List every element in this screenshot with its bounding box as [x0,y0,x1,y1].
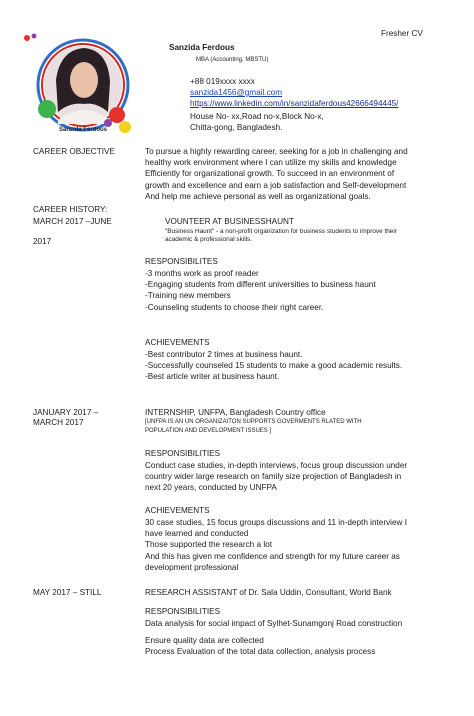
list-item: 30 case studies, 15 focus groups discussions and 11 in-depth interview I [145,518,407,527]
job2-date-line2: MARCH 2017 [33,418,84,427]
address-line-2: Chitta-gong, Bangladesh. [190,123,283,132]
list-item: Data analysis for social impact of Sylhet-Sunamgonj Road construction [145,619,403,628]
job2-date-line1: JANUARY 2017 – [33,408,99,417]
job2-resp-heading: RESPONSIBILITIES [145,449,221,458]
objective-line: And help me achieve personal as well as organizational goals. [145,191,371,201]
email-link[interactable]: sanzida1456@gmail.com [190,88,283,97]
list-item: -3 months work as proof reader [145,269,259,278]
list-item: -Engaging students from different universities to business haunt [145,280,376,290]
list-item: -Successfully counseled 15 students to make a good academic results. [145,361,403,371]
phone: +88 019xxxx xxxx [190,77,255,86]
job1-org-desc-1: "Business Haunt" - a non-profit organization for business students to improve their [165,228,397,235]
job2-achievements [145,517,407,573]
job3-title-rest: T of Dr. Sala Uddin, Consultant, World Bank [232,588,392,597]
degree: MBA (Accounting, MBSTU) [196,57,269,63]
doc-type: Fresher CV [381,29,423,38]
job3-title [145,587,392,598]
list-item: Those supported the research a lot [145,540,272,550]
job3-responsibilities [145,618,402,658]
list-item: development professional [145,562,239,572]
job1-date-line2: 2017 [33,237,52,246]
job3-date: MAY 2017 – STILL [33,588,102,597]
decor-dot-red-large [109,107,125,123]
list-item: country wider large research on family size projection of Bangladesh in [145,472,402,482]
job1-resp-heading: RESPONSIBILITES [145,257,218,266]
job1-achievements [145,349,402,383]
avatar-face [70,62,98,98]
list-item: Ensure quality data are collected [145,636,264,646]
job2-org-desc-1: [UNFPA IS AN UN ORGANIZAITON SUPPORTS GOVERMENTS RLATED WITH [145,419,362,425]
linkedin-link[interactable]: https://www.linkedin.com/in/sanzidaferdous42666494445/ [190,99,399,108]
job2-org-desc-2: POPULATION AND DEVELOPMENT ISSUES ] [145,428,272,434]
job2-title: INTERNSHIP, UNFPA, Bangladesh Country office [145,408,326,417]
career-objective-text [145,146,408,202]
job3-title-bold: RESEARCH ASSISTAN [145,588,233,597]
list-item: -Counseling students to choose their right career. [145,302,324,312]
list-item: next 20 years, conducted by UNFPA [145,483,277,493]
decor-dot-yellow [119,121,131,133]
job1-org-desc-2: academic & professional skills. [165,236,253,243]
objective-line: growth and excellence and earn a job satisfaction and Self-development [145,180,407,190]
job3-resp-heading: RESPONSIBILITIES [145,607,221,616]
job2-ach-heading: ACHIEVEMENTS [145,506,210,515]
list-item: -Best article writer at business haunt. [145,372,280,382]
job1-date-line1: MARCH 2017 –JUNE [33,217,112,226]
job1-responsibilities [145,268,376,313]
list-item: And this has given me confidence and strength for my future career as [145,551,400,561]
job2-responsibilities [145,460,407,494]
list-item: Conduct case studies, in-depth interviews, focus group discussion under [145,461,408,470]
objective-line: To pursue a highly rewarding career, seeking for a job in challenging and [145,147,408,156]
candidate-name: Sanzida Ferdous [169,43,235,52]
objective-line: Efficiently for organizational growth. To succeed in an environment of [145,169,395,179]
career-history-label: CAREER HISTORY: [33,205,108,214]
decor-dot-purple [32,34,37,39]
address-line-1: House No- xx,Road no-x,Block No-x, [190,112,324,121]
job1-ach-heading: ACHIEVEMENTS [145,338,210,347]
list-item: have learned and conducted [145,529,249,539]
decor-dot-red [24,35,30,41]
decor-dot-green [38,100,56,118]
list-item: -Training new members [145,291,231,301]
job1-title: VOUNTEER AT BUSINESSHAUNT [165,217,294,226]
objective-line: healthy work environment where I can utilize my skills and knowledge [145,158,397,168]
photo-caption: Sanzida Ferdous [59,127,108,133]
list-item: Process Evaluation of the total data collection, analysis process [145,647,376,657]
list-item: -Best contributor 2 times at business haunt. [145,350,303,359]
career-objective-label: CAREER OBJECTIVE [33,147,115,156]
